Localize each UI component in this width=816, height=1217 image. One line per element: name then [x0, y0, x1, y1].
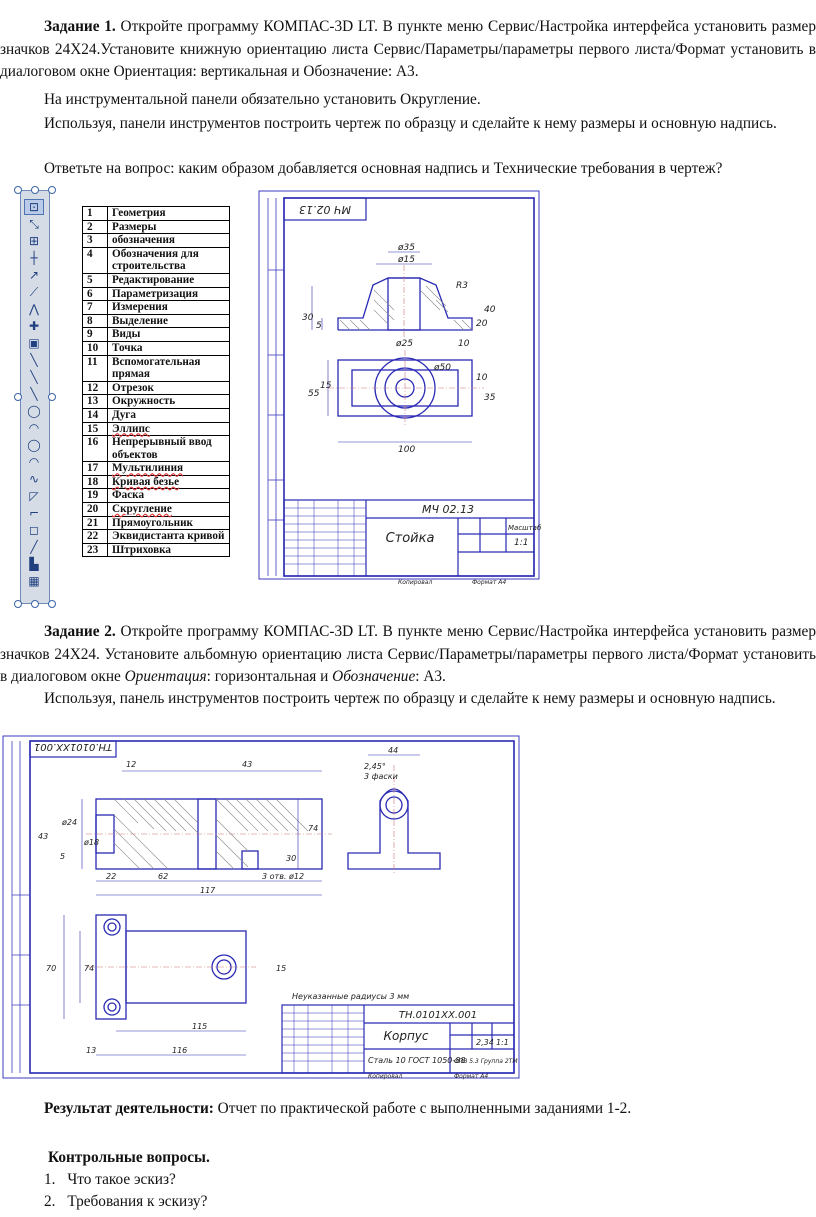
dim-label: 15 — [276, 964, 287, 973]
dim-label: 5 — [60, 852, 66, 861]
drawing2-note: Неуказанные радиусы 3 мм — [292, 992, 410, 1001]
legend-row — [83, 247, 230, 273]
legend-row — [83, 220, 230, 234]
legend-row — [83, 530, 230, 544]
drawing1-code: МЧ 02.13 — [421, 503, 475, 516]
legend-number: 5 — [83, 273, 108, 287]
legend-tool-name: Фаска — [108, 489, 230, 503]
legend-tool-name: Непрерывный ввод объектов — [108, 436, 230, 462]
task2-orient-label: Ориентация — [124, 668, 207, 685]
drawing1-format: Формат А4 — [472, 579, 507, 586]
resize-handle[interactable] — [48, 186, 56, 194]
toolbar-tool-icon[interactable]: ⊡ — [25, 200, 43, 214]
toolbar-tool-icon[interactable]: ◸ — [29, 489, 39, 503]
legend-number: 3 — [83, 234, 108, 248]
dim-label: ø50 — [434, 363, 451, 373]
result-line — [44, 1100, 631, 1118]
legend-row — [83, 381, 230, 395]
legend-tool-name: Параметризация — [108, 287, 230, 301]
resize-handle[interactable] — [14, 393, 22, 401]
dim-label: 22 — [106, 872, 117, 881]
legend-number: 11 — [83, 355, 108, 381]
toolbar-tool-icon[interactable]: ┼ — [30, 251, 38, 265]
legend-number: 6 — [83, 287, 108, 301]
dim-label: 10 — [458, 339, 470, 349]
legend-row — [83, 422, 230, 436]
toolbar-tool-icon[interactable]: ▣ — [28, 336, 40, 350]
toolbar-tool-icon[interactable]: ◯ — [27, 404, 41, 418]
drawing2-name: Корпус — [383, 1029, 429, 1043]
task2-text-mid: : горизонтальная и — [206, 668, 333, 685]
toolbar-tool-icon[interactable]: ╲ — [30, 370, 38, 384]
legend-tool-name: Выделение — [108, 314, 230, 328]
legend-row — [83, 408, 230, 422]
result-text: Отчет по практической работе с выполненными заданиями 1-2. — [213, 1100, 632, 1117]
legend-row — [83, 489, 230, 503]
legend-row — [83, 395, 230, 409]
task2-title: Задание 2. — [44, 623, 116, 640]
compact-toolbar — [14, 186, 56, 608]
drawing1-top-code: МЧ 02.13 — [298, 203, 352, 216]
dim-label: 3 отв. ø12 — [262, 872, 305, 881]
legend-tool-name: Эквидистанта кривой — [108, 530, 230, 544]
question-1 — [44, 1171, 176, 1189]
legend-tool-name: Окружность — [108, 395, 230, 409]
dim-label: 55 — [308, 389, 320, 399]
legend-row — [83, 503, 230, 517]
legend-number: 16 — [83, 436, 108, 462]
dim-label: 115 — [192, 1022, 208, 1031]
legend-tool-name: обозначения — [108, 234, 230, 248]
toolbar-tool-icon[interactable]: ⌐ — [28, 506, 40, 520]
dim-label: ø25 — [396, 339, 413, 349]
drawing2-scale: 1:1 — [496, 1038, 509, 1047]
dim-label: 30 — [286, 854, 297, 863]
toolbar-tool-icon[interactable]: ╲ — [30, 387, 38, 401]
result-label: Результат деятельности: — [44, 1100, 214, 1117]
dim-label: 2,45° — [364, 762, 386, 771]
task2-des-label: Обозначение — [332, 668, 416, 685]
task1-paragraph-1 — [0, 16, 816, 84]
resize-handle[interactable] — [14, 600, 22, 608]
dim-label: 20 — [476, 319, 488, 329]
toolbar-tool-icon[interactable]: ◻ — [29, 523, 39, 537]
dim-label: 116 — [172, 1046, 188, 1055]
drawing-stoyka — [258, 190, 542, 586]
legend-number: 22 — [83, 530, 108, 544]
resize-handle[interactable] — [48, 393, 56, 401]
dim-label: ø18 — [84, 838, 100, 847]
legend-number: 13 — [83, 395, 108, 409]
legend-row — [83, 301, 230, 315]
drawing2-format: Формат А4 — [454, 1073, 489, 1080]
dim-label: 13 — [86, 1046, 97, 1055]
toolbar-tool-icon[interactable]: ⤡ — [29, 217, 39, 231]
legend-number: 21 — [83, 516, 108, 530]
dim-label: 117 — [200, 886, 216, 895]
drawing2-top-code: ТН.0101ХХ.001 — [33, 741, 113, 752]
legend-number: 7 — [83, 301, 108, 315]
toolbar-tool-icon[interactable]: ◯ — [27, 438, 41, 452]
dim-label: 35 — [484, 393, 496, 403]
dim-label: 100 — [398, 445, 416, 455]
legend-number: 23 — [83, 543, 108, 557]
task1-text-1: Откройте программу КОМПАС-3D LT. В пункте меню Сервис/Настройка интерфейса установить размер значков 24Х24.Установите книжную ориентацию листа Сервис/Параметры/параметры первого листа/Формат установить в диалоговом окне Ориентация: вертикальная и Обозначение: А3. — [0, 18, 816, 80]
legend-tool-name: Обозначения для строительства — [108, 247, 230, 273]
question-2 — [44, 1193, 207, 1211]
legend-tool-name: Редактирование — [108, 273, 230, 287]
legend-number: 12 — [83, 381, 108, 395]
question-2-number: 2. — [44, 1193, 56, 1210]
legend-number: 20 — [83, 503, 108, 517]
dim-label: ø24 — [62, 818, 78, 827]
legend-tool-name: Размеры — [108, 220, 230, 234]
dim-label: R3 — [456, 281, 468, 291]
toolbar-legend-table — [82, 206, 230, 557]
dim-label: 5 — [316, 321, 322, 331]
legend-tool-name: Прямоугольник — [108, 516, 230, 530]
resize-handle[interactable] — [48, 600, 56, 608]
legend-row — [83, 516, 230, 530]
drawing2-code: ТН.0101ХХ.001 — [398, 1010, 478, 1021]
legend-row — [83, 341, 230, 355]
dim-label: 12 — [126, 760, 137, 769]
legend-number: 15 — [83, 422, 108, 436]
task1-title: Задание 1. — [44, 18, 116, 35]
legend-number: 10 — [83, 341, 108, 355]
resize-handle[interactable] — [31, 600, 39, 608]
drawing2-mass: 2,34 — [476, 1038, 494, 1047]
drawing2-group: ОПВ 5.3 Группа 2ТМ — [454, 1058, 518, 1065]
toolbar-tool-icon[interactable]: ╲ — [30, 353, 38, 367]
drawing1-scale: 1:1 — [514, 538, 529, 548]
legend-tool-name: Кривая безье — [108, 475, 230, 489]
task1-paragraph-4: Ответьте на вопрос: каким образом добавляется основная надпись и Технические требования в чертеж? — [44, 160, 723, 177]
toolbar-tool-icon[interactable]: ⟋ — [29, 285, 39, 299]
dim-label: 43 — [242, 760, 253, 769]
toolbar-tool-icon[interactable]: ▙ — [29, 557, 39, 571]
drawing-korpus — [2, 735, 520, 1079]
legend-number: 18 — [83, 475, 108, 489]
dim-label: 3 фаски — [364, 772, 398, 781]
legend-tool-name: Виды — [108, 328, 230, 342]
legend-tool-name: Отрезок — [108, 381, 230, 395]
toolbar-tool-icon[interactable]: ✚ — [28, 319, 40, 333]
legend-number: 14 — [83, 408, 108, 422]
legend-number: 1 — [83, 207, 108, 221]
dim-label: 43 — [38, 832, 49, 841]
resize-handle[interactable] — [31, 186, 39, 194]
toolbar-tool-icon[interactable]: ◠ — [28, 421, 40, 435]
legend-row — [83, 314, 230, 328]
dim-label: ø35 — [398, 243, 415, 253]
legend-number: 17 — [83, 462, 108, 476]
legend-tool-name: Измерения — [108, 301, 230, 315]
task2-paragraph-2: Используя, панель инструментов построить чертеж по образцу и сделайте к нему размеры и основную надпись. — [44, 690, 776, 707]
legend-row — [83, 543, 230, 557]
toolbar-tool-icon[interactable]: ∿ — [28, 472, 40, 486]
legend-row — [83, 328, 230, 342]
dim-label: 40 — [484, 305, 496, 315]
question-2-text: Требования к эскизу? — [67, 1193, 208, 1210]
legend-row — [83, 273, 230, 287]
task1-paragraph-2: На инструментальной панели обязательно установить Округление. — [44, 91, 481, 108]
legend-number: 9 — [83, 328, 108, 342]
legend-tool-name: Дуга — [108, 408, 230, 422]
legend-number: 8 — [83, 314, 108, 328]
legend-number: 4 — [83, 247, 108, 273]
legend-row — [83, 234, 230, 248]
dim-label: 74 — [308, 824, 319, 833]
drawing1-scale-label: Масштаб — [508, 524, 542, 532]
legend-row — [83, 475, 230, 489]
task2-paragraph-1 — [0, 621, 816, 689]
legend-tool-name: Точка — [108, 341, 230, 355]
legend-tool-name: Мультилиния — [108, 462, 230, 476]
legend-tool-name: Геометрия — [108, 207, 230, 221]
legend-tool-name: Скругление — [108, 503, 230, 517]
dim-label: 74 — [84, 964, 95, 973]
dim-label: ø15 — [398, 255, 415, 265]
dim-label: 10 — [476, 373, 488, 383]
task1-paragraph-3: Используя, панели инструментов построить чертеж по образцу и сделайте к нему размеры и основную надпись. — [44, 115, 777, 132]
legend-row — [83, 436, 230, 462]
legend-row — [83, 462, 230, 476]
drawing2-material: Сталь 10 ГОСТ 1050-88 — [368, 1056, 466, 1065]
toolbar-tool-icon[interactable]: ↗ — [28, 268, 40, 282]
legend-number: 19 — [83, 489, 108, 503]
resize-handle[interactable] — [14, 186, 22, 194]
drawing1-name: Стойка — [385, 531, 435, 546]
task2-text-1: Откройте программу КОМПАС-3D LT. В пункте меню Сервис/Настройка интерфейса установить размер значков 24Х24. Установите альбомную ориентацию листа Сервис/Параметры/параметры первого листа/Формат установить в диалоговом окне — [0, 623, 816, 685]
dim-label: 62 — [158, 872, 169, 881]
question-1-text: Что такое эскиз? — [67, 1171, 176, 1188]
toolbar-tool-icon[interactable]: ╱ — [30, 540, 38, 554]
dim-label: 15 — [320, 381, 332, 391]
question-1-number: 1. — [44, 1171, 56, 1188]
toolbar-tool-icon[interactable]: ▦ — [28, 574, 40, 588]
task2-text-end: : А3. — [415, 668, 446, 685]
legend-tool-name: Эллипс — [108, 422, 230, 436]
toolbar-tool-icon[interactable]: ⊞ — [28, 234, 40, 248]
toolbar-tool-icon[interactable]: ⋀ — [29, 302, 39, 316]
dim-label: 30 — [302, 313, 314, 323]
legend-row — [83, 355, 230, 381]
legend-tool-name: Штриховка — [108, 543, 230, 557]
dim-label: 44 — [388, 746, 399, 755]
toolbar-tool-icon[interactable]: ◠ — [28, 455, 40, 469]
legend-number: 2 — [83, 220, 108, 234]
control-title: Контрольные вопросы. — [48, 1149, 210, 1166]
drawing2-copied: Копировал — [368, 1073, 403, 1080]
legend-row — [83, 207, 230, 221]
dim-label: 70 — [46, 964, 57, 973]
legend-row — [83, 287, 230, 301]
drawing1-copied: Копировал — [398, 579, 433, 586]
legend-tool-name: Вспомогательная прямая — [108, 355, 230, 381]
